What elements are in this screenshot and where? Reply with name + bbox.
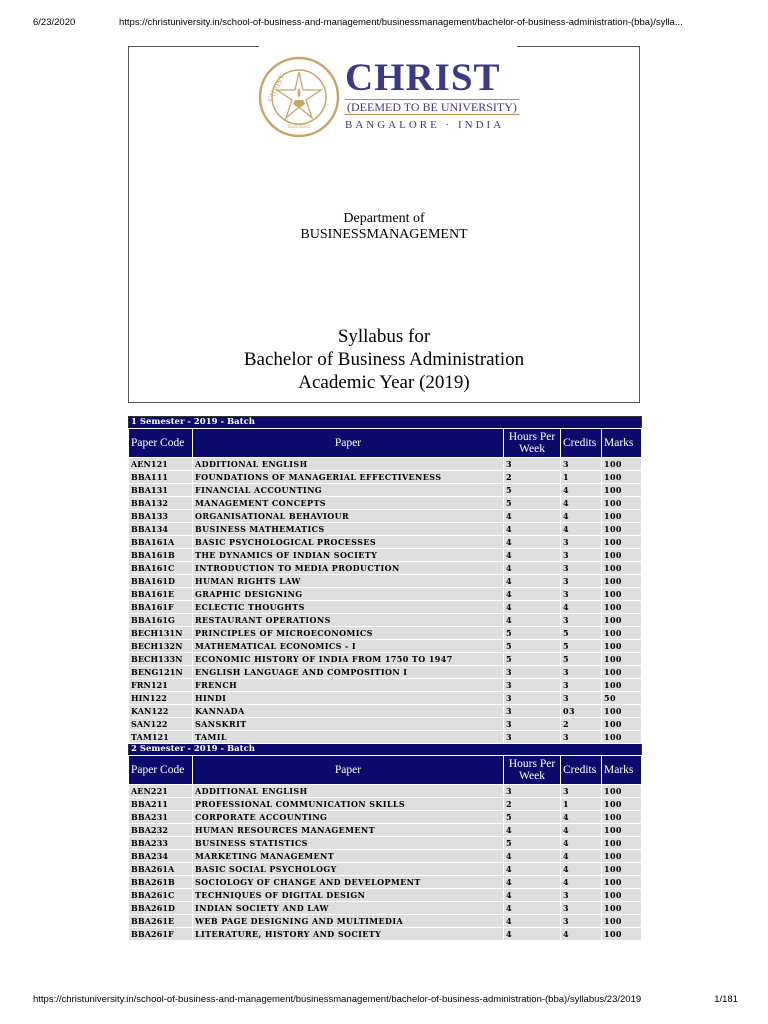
- marks: 100: [602, 588, 642, 601]
- credits: 1: [561, 798, 602, 811]
- table-row: [129, 536, 642, 549]
- table-row: [129, 705, 642, 718]
- paper-name: FINANCIAL ACCOUNTING: [193, 484, 504, 497]
- credits: 3: [561, 889, 602, 902]
- print-footer: [33, 994, 738, 1005]
- paper-name: PRINCIPLES OF MICROECONOMICS: [193, 627, 504, 640]
- credits: 3: [561, 731, 602, 744]
- credits: 3: [561, 588, 602, 601]
- marks: 100: [602, 458, 642, 471]
- seal-text: CHRIST: [265, 73, 287, 103]
- credits: 3: [561, 458, 602, 471]
- marks: 100: [602, 798, 642, 811]
- syllabus-line-3: Academic Year (2019): [298, 372, 470, 393]
- hours-per-week: 3: [504, 458, 561, 471]
- paper-code: BBA261A: [129, 863, 193, 876]
- credits: 3: [561, 575, 602, 588]
- marks: 100: [602, 653, 642, 666]
- paper-code: BBA261F: [129, 928, 193, 941]
- marks: 100: [602, 640, 642, 653]
- paper-code: TAM121: [129, 731, 193, 744]
- paper-name: FOUNDATIONS OF MANAGERIAL EFFECTIVENESS: [193, 471, 504, 484]
- paper-code: BBA232: [129, 824, 193, 837]
- credits: 4: [561, 928, 602, 941]
- paper-name: KANNADA: [193, 705, 504, 718]
- paper-code: BBA261B: [129, 876, 193, 889]
- column-header-paper: Paper: [193, 429, 504, 458]
- marks: 100: [602, 705, 642, 718]
- paper-name: WEB PAGE DESIGNING AND MULTIMEDIA: [193, 915, 504, 928]
- hours-per-week: 3: [504, 705, 561, 718]
- paper-name: FRENCH: [193, 679, 504, 692]
- marks: 100: [602, 785, 642, 798]
- paper-code: BBA234: [129, 850, 193, 863]
- department-line-1: Department of: [343, 211, 425, 226]
- credits: 4: [561, 601, 602, 614]
- credits: 5: [561, 640, 602, 653]
- hours-per-week: 4: [504, 536, 561, 549]
- table-row: [129, 640, 642, 653]
- table-row: [129, 523, 642, 536]
- table-row: [129, 614, 642, 627]
- paper-code: BBA132: [129, 497, 193, 510]
- paper-name: MARKETING MANAGEMENT: [193, 850, 504, 863]
- page-number: 1/181: [714, 994, 738, 1005]
- paper-code: BBA231: [129, 811, 193, 824]
- table-row: [129, 718, 642, 731]
- paper-code: BBA111: [129, 471, 193, 484]
- credits: 5: [561, 627, 602, 640]
- hours-per-week: 4: [504, 601, 561, 614]
- hours-per-week: 3: [504, 718, 561, 731]
- brand-name: CHRIST: [345, 56, 501, 99]
- paper-name: PROFESSIONAL COMMUNICATION SKILLS: [193, 798, 504, 811]
- table-row: [129, 679, 642, 692]
- paper-code: BENG121N: [129, 666, 193, 679]
- syllabus-line-2: Bachelor of Business Administration: [243, 349, 525, 370]
- credits: 3: [561, 549, 602, 562]
- table-row: [129, 850, 642, 863]
- paper-code: KAN122: [129, 705, 193, 718]
- hours-per-week: 3: [504, 785, 561, 798]
- paper-code: BBA261D: [129, 902, 193, 915]
- credits: 5: [561, 653, 602, 666]
- course-table: [128, 416, 642, 941]
- paper-code: BBA161B: [129, 549, 193, 562]
- table-row: [129, 798, 642, 811]
- marks: 100: [602, 666, 642, 679]
- credits: 4: [561, 484, 602, 497]
- hours-per-week: 4: [504, 876, 561, 889]
- table-row: [129, 837, 642, 850]
- paper-name: BASIC SOCIAL PSYCHOLOGY: [193, 863, 504, 876]
- paper-code: AEN221: [129, 785, 193, 798]
- table-row: [129, 497, 642, 510]
- brand-tagline: (DEEMED TO BE UNIVERSITY): [347, 100, 517, 114]
- table-row: [129, 653, 642, 666]
- paper-code: BBA131: [129, 484, 193, 497]
- credits: 2: [561, 718, 602, 731]
- hours-per-week: 3: [504, 666, 561, 679]
- hours-per-week: 5: [504, 640, 561, 653]
- hours-per-week: 5: [504, 497, 561, 510]
- marks: 100: [602, 601, 642, 614]
- marks: 100: [602, 523, 642, 536]
- paper-code: BBA261E: [129, 915, 193, 928]
- footer-url[interactable]: https://christuniversity.in/school-of-business-and-management/businessmanagement/bachelor-of-business-administration-(bba)/syllabus/23/2019: [33, 994, 642, 1005]
- paper-name: ADDITIONAL ENGLISH: [193, 785, 504, 798]
- paper-name: HUMAN RIGHTS LAW: [193, 575, 504, 588]
- paper-code: BBA161E: [129, 588, 193, 601]
- column-header-paper: Paper: [193, 756, 504, 785]
- paper-code: BBA161G: [129, 614, 193, 627]
- course-table-body: [129, 417, 642, 941]
- credits: 3: [561, 666, 602, 679]
- paper-name: THE DYNAMICS OF INDIAN SOCIETY: [193, 549, 504, 562]
- paper-code: FRN121: [129, 679, 193, 692]
- marks: 100: [602, 902, 642, 915]
- table-row: [129, 902, 642, 915]
- paper-code: BBA261C: [129, 889, 193, 902]
- credits: 3: [561, 785, 602, 798]
- hours-per-week: 5: [504, 627, 561, 640]
- marks: 100: [602, 863, 642, 876]
- credits: 1: [561, 471, 602, 484]
- paper-code: BBA134: [129, 523, 193, 536]
- paper-code: HIN122: [129, 692, 193, 705]
- paper-code: BBA161A: [129, 536, 193, 549]
- paper-code: BECH133N: [129, 653, 193, 666]
- credits: 4: [561, 497, 602, 510]
- credits: 3: [561, 679, 602, 692]
- hours-per-week: 5: [504, 811, 561, 824]
- paper-code: BBA161D: [129, 575, 193, 588]
- marks: 100: [602, 915, 642, 928]
- paper-name: ECLECTIC THOUGHTS: [193, 601, 504, 614]
- hours-per-week: 4: [504, 928, 561, 941]
- print-date: 6/23/2020: [33, 17, 76, 28]
- column-header-marks: Marks: [602, 429, 642, 458]
- marks: 100: [602, 718, 642, 731]
- table-row: [129, 471, 642, 484]
- credits: 03: [561, 705, 602, 718]
- hours-per-week: 3: [504, 679, 561, 692]
- hours-per-week: 4: [504, 850, 561, 863]
- marks: 100: [602, 679, 642, 692]
- marks: 100: [602, 837, 642, 850]
- paper-code: AEN121: [129, 458, 193, 471]
- credits: 4: [561, 850, 602, 863]
- paper-code: SAN122: [129, 718, 193, 731]
- marks: 100: [602, 510, 642, 523]
- column-header-credits: Credits: [561, 429, 602, 458]
- marks: 100: [602, 811, 642, 824]
- hours-per-week: 4: [504, 523, 561, 536]
- hours-per-week: 4: [504, 549, 561, 562]
- hours-per-week: 4: [504, 889, 561, 902]
- brand-city: BANGALORE · INDIA: [345, 119, 505, 131]
- marks: 100: [602, 889, 642, 902]
- credits: 4: [561, 863, 602, 876]
- hours-per-week: 4: [504, 902, 561, 915]
- marks: 100: [602, 471, 642, 484]
- paper-name: HUMAN RESOURCES MANAGEMENT: [193, 824, 504, 837]
- print-header: [33, 17, 738, 28]
- hours-per-week: 5: [504, 484, 561, 497]
- paper-name: GRAPHIC DESIGNING: [193, 588, 504, 601]
- table-row: [129, 458, 642, 471]
- marks: 100: [602, 575, 642, 588]
- paper-name: INDIAN SOCIETY AND LAW: [193, 902, 504, 915]
- column-header-row: [129, 429, 642, 458]
- credits: 3: [561, 536, 602, 549]
- paper-code: BBA211: [129, 798, 193, 811]
- credits: 3: [561, 902, 602, 915]
- table-row: [129, 863, 642, 876]
- table-row: [129, 824, 642, 837]
- paper-name: ENGLISH LANGUAGE AND COMPOSITION I: [193, 666, 504, 679]
- semester-header: [129, 417, 642, 429]
- hours-per-week: 4: [504, 575, 561, 588]
- hours-per-week: 4: [504, 588, 561, 601]
- table-row: [129, 627, 642, 640]
- marks: 100: [602, 484, 642, 497]
- paper-name: HINDI: [193, 692, 504, 705]
- table-row: [129, 889, 642, 902]
- column-header-row: [129, 756, 642, 785]
- paper-name: MATHEMATICAL ECONOMICS - I: [193, 640, 504, 653]
- marks: 100: [602, 876, 642, 889]
- paper-code: BBA233: [129, 837, 193, 850]
- credits: 3: [561, 614, 602, 627]
- marks: 100: [602, 928, 642, 941]
- column-header-credits: Credits: [561, 756, 602, 785]
- marks: 100: [602, 536, 642, 549]
- hours-per-week: 5: [504, 653, 561, 666]
- hours-per-week: 4: [504, 562, 561, 575]
- marks: 100: [602, 497, 642, 510]
- paper-name: ORGANISATIONAL BEHAVIOUR: [193, 510, 504, 523]
- marks: 100: [602, 549, 642, 562]
- marks: 100: [602, 562, 642, 575]
- paper-name: SANSKRIT: [193, 718, 504, 731]
- credits: 3: [561, 692, 602, 705]
- table-row: [129, 510, 642, 523]
- paper-name: LITERATURE, HISTORY AND SOCIETY: [193, 928, 504, 941]
- marks: 100: [602, 824, 642, 837]
- column-header-code: Paper Code: [129, 756, 193, 785]
- paper-code: BBA161C: [129, 562, 193, 575]
- semester-header: [129, 744, 642, 756]
- syllabus-line-1: Syllabus for: [337, 326, 431, 347]
- paper-name: BUSINESS MATHEMATICS: [193, 523, 504, 536]
- paper-name: MANAGEMENT CONCEPTS: [193, 497, 504, 510]
- credits: 4: [561, 523, 602, 536]
- credits: 4: [561, 510, 602, 523]
- semester-title: 1 Semester - 2019 - Batch: [129, 417, 642, 429]
- table-row: [129, 484, 642, 497]
- hours-per-week: 4: [504, 614, 561, 627]
- table-row: [129, 562, 642, 575]
- hours-per-week: 2: [504, 471, 561, 484]
- marks: 100: [602, 627, 642, 640]
- paper-code: BBA161F: [129, 601, 193, 614]
- column-header-hours: Hours Per Week: [504, 429, 561, 458]
- column-header-hours: Hours Per Week: [504, 756, 561, 785]
- paper-name: INTRODUCTION TO MEDIA PRODUCTION: [193, 562, 504, 575]
- paper-name: BUSINESS STATISTICS: [193, 837, 504, 850]
- paper-name: ADDITIONAL ENGLISH: [193, 458, 504, 471]
- credits: 4: [561, 811, 602, 824]
- column-header-code: Paper Code: [129, 429, 193, 458]
- table-row: [129, 876, 642, 889]
- syllabus-title: [129, 325, 639, 394]
- paper-name: TAMIL: [193, 731, 504, 744]
- table-row: [129, 811, 642, 824]
- table-row: [129, 692, 642, 705]
- seal-motto: EXCELLENCE AND SERVICE: [288, 124, 311, 129]
- paper-code: BECH131N: [129, 627, 193, 640]
- table-row: [129, 549, 642, 562]
- credits: 4: [561, 837, 602, 850]
- paper-name: BASIC PSYCHOLOGICAL PROCESSES: [193, 536, 504, 549]
- paper-name: SOCIOLOGY OF CHANGE AND DEVELOPMENT: [193, 876, 504, 889]
- table-row: [129, 928, 642, 941]
- hours-per-week: 4: [504, 863, 561, 876]
- hours-per-week: 5: [504, 837, 561, 850]
- hours-per-week: 3: [504, 692, 561, 705]
- paper-name: ECONOMIC HISTORY OF INDIA FROM 1750 TO 1947: [193, 653, 504, 666]
- marks: 100: [602, 850, 642, 863]
- marks: 100: [602, 614, 642, 627]
- table-row: [129, 575, 642, 588]
- university-seal-icon: [258, 56, 340, 138]
- hours-per-week: 3: [504, 731, 561, 744]
- marks: 50: [602, 692, 642, 705]
- column-header-marks: Marks: [602, 756, 642, 785]
- cover-page: [128, 46, 640, 403]
- credits: 3: [561, 915, 602, 928]
- hours-per-week: 4: [504, 824, 561, 837]
- semester-title: 2 Semester - 2019 - Batch: [129, 744, 642, 756]
- table-row: [129, 731, 642, 744]
- table-row: [129, 588, 642, 601]
- department-line-2: BUSINESSMANAGEMENT: [300, 227, 468, 242]
- table-row: [129, 601, 642, 614]
- table-row: [129, 666, 642, 679]
- paper-code: BBA133: [129, 510, 193, 523]
- print-url[interactable]: https://christuniversity.in/school-of-business-and-management/businessmanagement/bachelor-of-business-administration-(bba)/sylla...: [119, 17, 683, 28]
- university-brand: [345, 58, 519, 131]
- paper-code: BECH132N: [129, 640, 193, 653]
- hours-per-week: 2: [504, 798, 561, 811]
- marks: 100: [602, 731, 642, 744]
- credits: 4: [561, 824, 602, 837]
- paper-name: CORPORATE ACCOUNTING: [193, 811, 504, 824]
- paper-name: RESTAURANT OPERATIONS: [193, 614, 504, 627]
- table-row: [129, 785, 642, 798]
- department-title: [129, 211, 639, 243]
- credits: 3: [561, 562, 602, 575]
- hours-per-week: 4: [504, 510, 561, 523]
- hours-per-week: 4: [504, 915, 561, 928]
- table-row: [129, 915, 642, 928]
- credits: 4: [561, 876, 602, 889]
- paper-name: TECHNIQUES OF DIGITAL DESIGN: [193, 889, 504, 902]
